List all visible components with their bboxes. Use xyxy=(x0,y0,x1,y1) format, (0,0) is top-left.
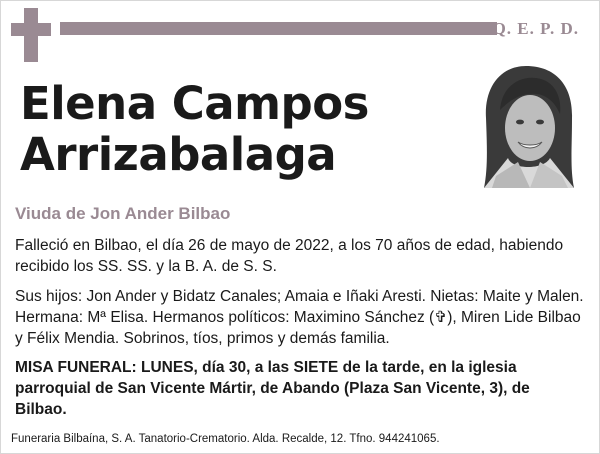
portrait-photo xyxy=(478,58,580,188)
widow-line: Viuda de Jon Ander Bilbao xyxy=(15,204,231,223)
name-line-2: Arrizabalaga xyxy=(20,128,337,181)
qepd-label: Q. E. P. D. xyxy=(492,19,579,38)
name-line-1: Elena Campos xyxy=(20,77,369,130)
header-divider-bar xyxy=(60,22,497,35)
death-notice-paragraph: Falleció en Bilbao, el día 26 de mayo de 2022, a los 70 años de edad, habiendo recibido los SS. SS. y la B. A. de S. S. xyxy=(15,237,564,275)
deceased-name xyxy=(20,78,460,180)
funeral-mass-paragraph: MISA FUNERAL: LUNES, día 30, a las SIETE de la tarde, en la iglesia parroquial de San Vicente Mártir, de Abando (Plaza San Vicente, 3), de Bilbao. xyxy=(15,359,530,418)
cross-icon xyxy=(11,8,51,62)
family-paragraph: Sus hijos: Jon Ander y Bidatz Canales; Amaia e Iñaki Aresti. Nietas: Maite y Malen. Hermana: Mª Elisa. Hermanos políticos: Maximino Sánchez (✞), Miren Lide Bilbao y Félix Mendia. Sobrinos, tíos, primos y demás familia. xyxy=(15,288,584,347)
funeral-home-footer: Funeraria Bilbaína, S. A. Tanatorio-Crematorio. Alda. Recalde, 12. Tfno. 944241065. xyxy=(11,433,440,445)
